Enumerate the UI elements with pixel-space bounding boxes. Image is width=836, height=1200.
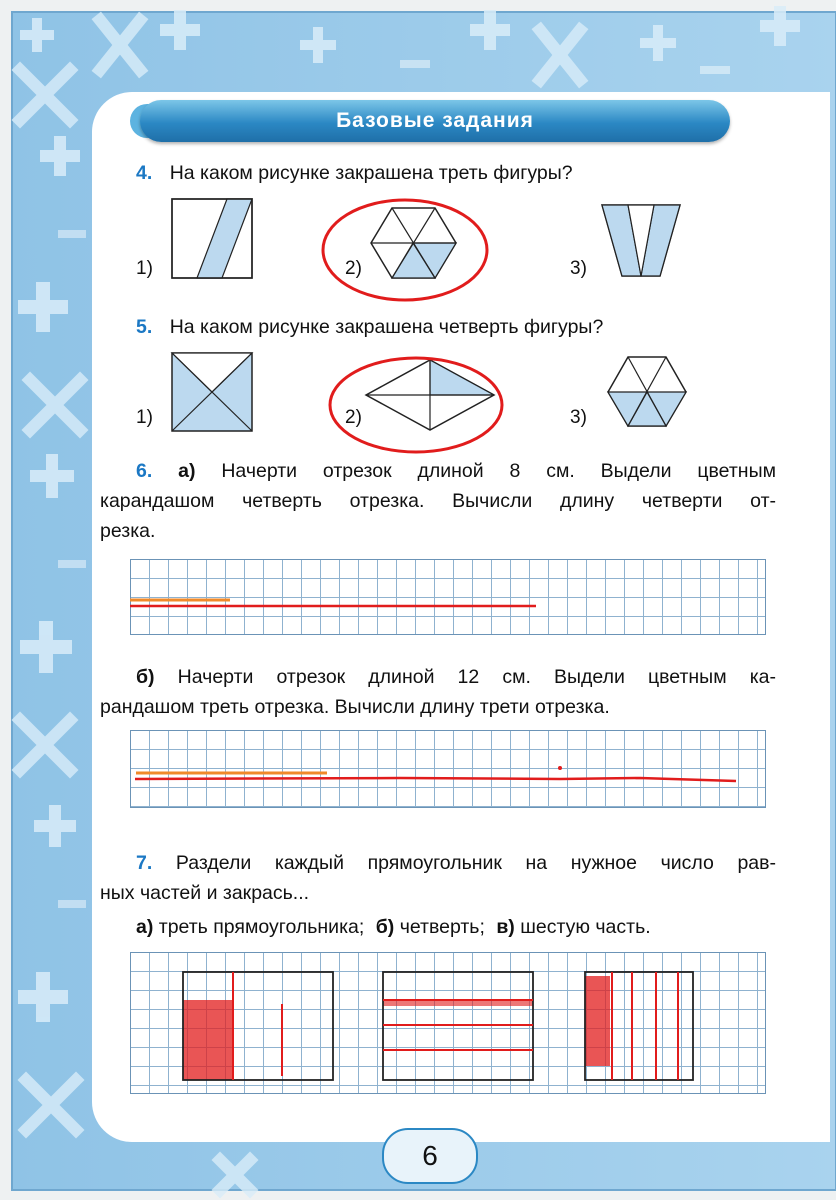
task7-part-a-letter: а): [136, 916, 154, 938]
task6a-line2: карандашом четверть отрезка. Вычисли длину четверти от-: [100, 490, 776, 512]
task4-option1-label: 1): [136, 258, 153, 279]
task7-text1: Раздели каждый прямоугольник на нужное число рав-: [175, 852, 776, 874]
task5-option2-label: 2): [345, 407, 362, 428]
task4-number: 4.: [136, 162, 153, 184]
task7-rect-a: [183, 972, 333, 1080]
task5-number: 5.: [136, 316, 153, 338]
task7-part-c-letter: в): [496, 916, 515, 938]
task4-option3-label: 3): [570, 258, 587, 279]
task7-line2: ных частей и закрась...: [100, 882, 310, 904]
task7-part-c-text: шестую часть.: [520, 916, 651, 938]
page-number: 6: [382, 1128, 478, 1184]
task7-rect-c: [585, 972, 693, 1080]
task6-number: 6.: [136, 460, 153, 482]
task6a-line3: резка.: [100, 520, 156, 542]
section-banner: Базовые задания: [140, 100, 730, 142]
task6a-letter: а): [178, 460, 196, 482]
task5-option1-label: 1): [136, 407, 153, 428]
task7-part-a-text: треть прямоугольника;: [158, 916, 365, 938]
task7-number: 7.: [136, 852, 153, 874]
task7-part-b-text: четверть;: [399, 916, 485, 938]
task6a-text1: Начерти отрезок длиной 8 см. Выдели цветным: [221, 460, 776, 482]
task5-option3-label: 3): [570, 407, 587, 428]
task5-question: На каком рисунке закрашена четверть фигуры?: [169, 316, 604, 338]
task6b-line2: рандашом треть отрезка. Вычисли длину трети отрезка.: [100, 696, 610, 718]
task4-option2-label: 2): [345, 258, 362, 279]
task6b-letter: б): [136, 666, 155, 688]
task7-part-b-letter: б): [375, 916, 395, 938]
task7-rect-b: [383, 972, 533, 1080]
task6b-text1: Начерти отрезок длиной 12 см. Выдели цветным ка-: [177, 666, 777, 688]
task4-question: На каком рисунке закрашена треть фигуры?: [169, 162, 573, 184]
